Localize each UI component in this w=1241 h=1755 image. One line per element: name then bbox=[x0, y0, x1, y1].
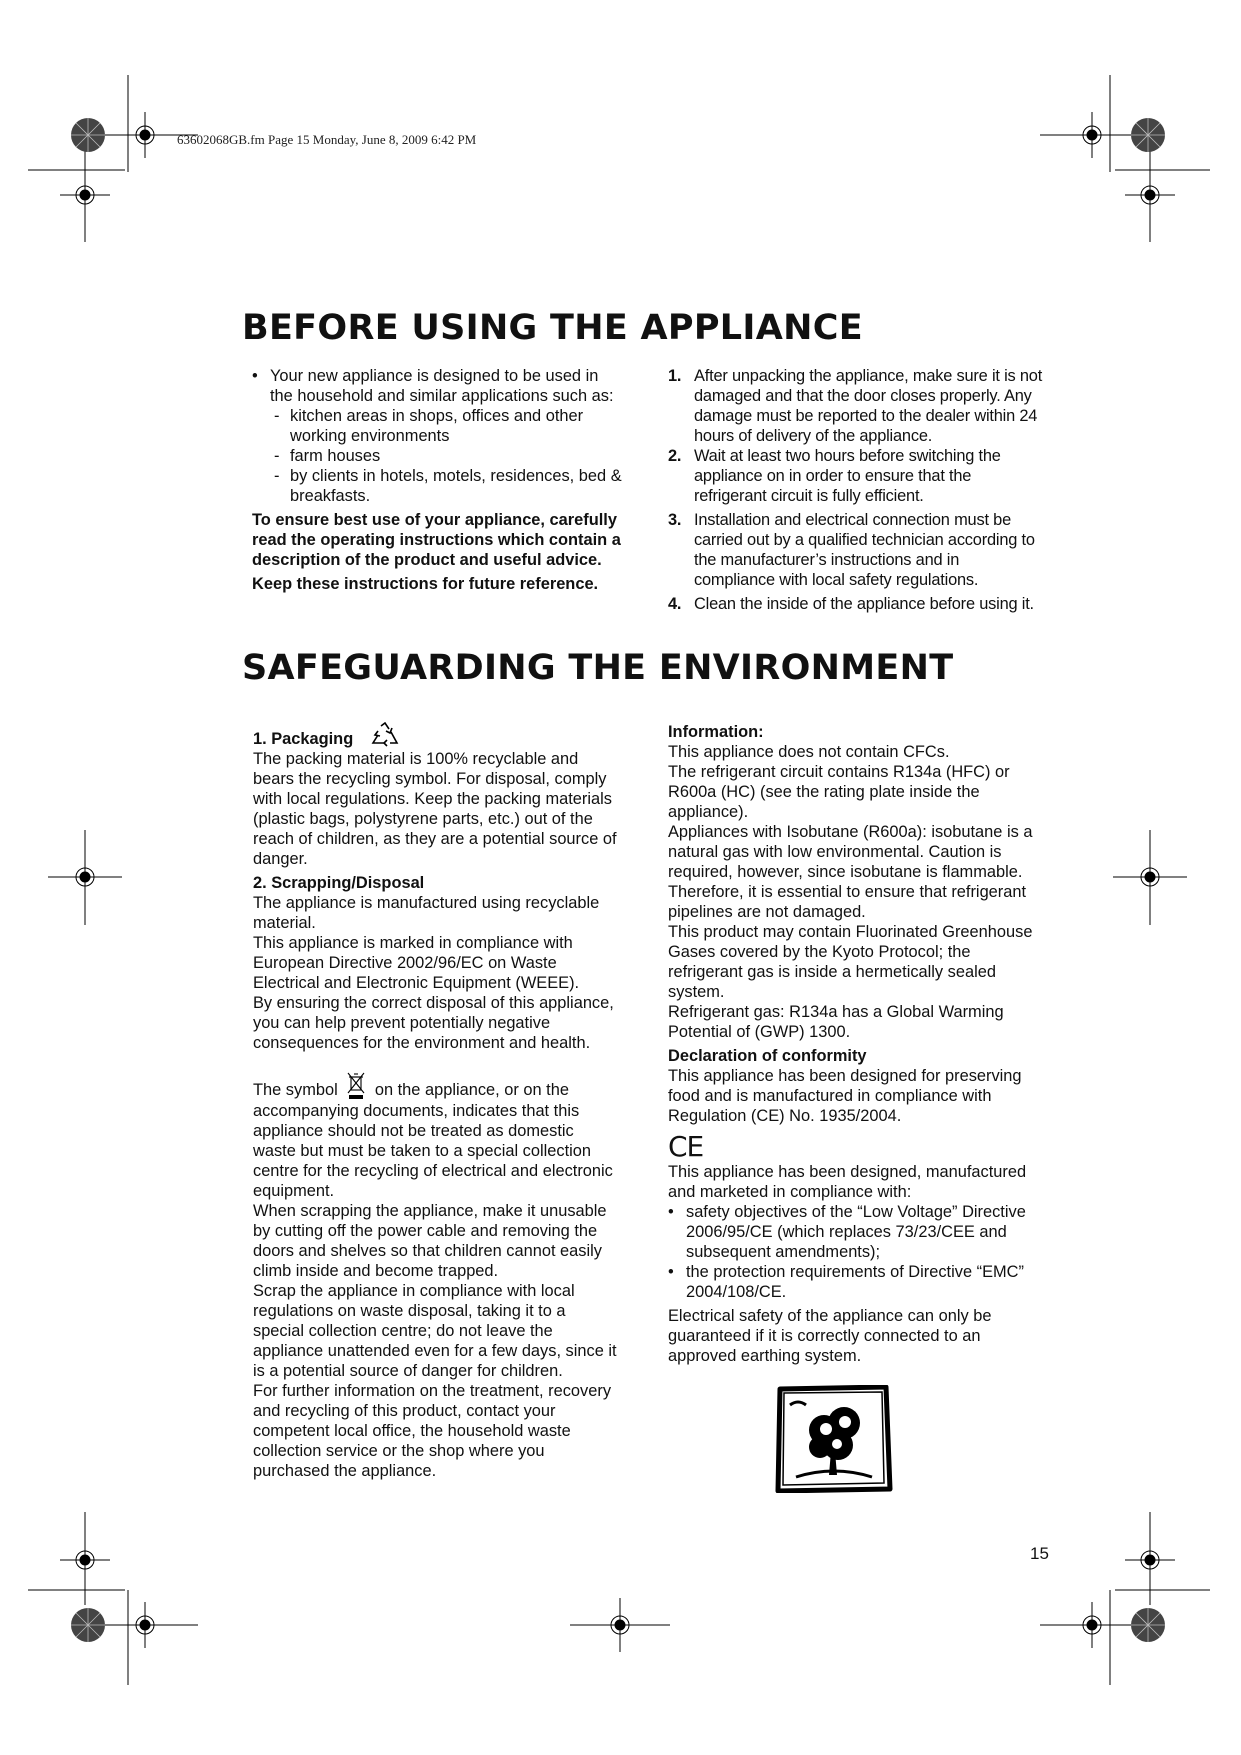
packaging-heading: 1. Packaging bbox=[253, 722, 619, 749]
before-using-steps bbox=[668, 366, 1044, 614]
information-text: This appliance does not contain CFCs. bbox=[668, 743, 950, 761]
crossed-bin-icon bbox=[346, 1071, 366, 1101]
read-instructions-notice: To ensure best use of your appliance, carefully read the operating instructions which contain a description of the product and useful advice. bbox=[252, 511, 621, 569]
tree-eco-logo bbox=[774, 1385, 894, 1493]
conformity-text: This appliance has been designed for preserving food and is manufactured in compliance with Regulation (CE) No. 1935/2004. bbox=[668, 1067, 1022, 1125]
information-text: This product may contain Fluorinated Greenhouse Gases covered by the Kyoto Protocol; the refrigerant gas is inside a hermetically sealed system. bbox=[668, 923, 1033, 1001]
sub-item: - kitchen areas in shops, offices and other working environments bbox=[252, 406, 622, 446]
information-text: Appliances with Isobutane (R600a): isobutane is a natural gas with low environmental. Caution is required, however, since isobutane is flammable. Therefore, it is essential to ensure that refrigerant pipelines are not damaged. bbox=[668, 823, 1033, 921]
conformity-bullet: • the protection requirements of Directive “EMC” 2004/108/CE. bbox=[668, 1262, 1038, 1302]
intro-bullet: • Your new appliance is designed to be used in the household and similar applications such as: bbox=[252, 366, 622, 406]
sub-item: - farm houses bbox=[252, 446, 622, 466]
step-item: 4. Clean the inside of the appliance before using it. bbox=[668, 595, 1034, 613]
scrapping-text: This appliance is marked in compliance with European Directive 2002/96/EC on Waste Electrical and Electronic Equipment (WEEE). bbox=[253, 934, 580, 992]
step-item: 3. Installation and electrical connection must be carried out by a qualified technician according to the manufacturer’s instructions and in compliance with local safety regulations. bbox=[668, 511, 1035, 589]
information-text: Refrigerant gas: R134a has a Global Warming Potential of (GWP) 1300. bbox=[668, 1003, 1004, 1041]
scrapping-text: Scrap the appliance in compliance with local regulations on waste disposal, taking it to a special collection centre; do not leave the appliance unattended even for a few days, since it is a potential source of danger for children. bbox=[253, 1282, 617, 1380]
scrapping-heading: 2. Scrapping/Disposal bbox=[253, 874, 425, 892]
ce-mark: CE bbox=[668, 1130, 704, 1163]
environment-right-column bbox=[668, 722, 1038, 1366]
page-number: 15 bbox=[1030, 1544, 1049, 1563]
before-using-left-column bbox=[252, 366, 622, 594]
information-text: The refrigerant circuit contains R134a (HFC) or R600a (HC) (see the rating plate inside the appliance). bbox=[668, 763, 1010, 821]
information-heading: Information: bbox=[668, 723, 764, 741]
scrapping-text: For further information on the treatment, recovery and recycling of this product, contact your competent local office, the household waste collection service or the shop where you purchased the appliance. bbox=[253, 1382, 612, 1480]
environment-left-column bbox=[253, 722, 619, 1481]
conformity-heading: Declaration of conformity bbox=[668, 1047, 867, 1065]
scrapping-text: When scrapping the appliance, make it unusable by cutting off the power cable and removing the doors and shelves so that children cannot easily climb inside and become trapped. bbox=[253, 1202, 607, 1280]
weee-symbol-text: The symbol on the appliance, or on the accompanying documents, indicates that this appliance should not be treated as domestic waste but must be taken to a special collection centre for the recycling of electrical and electronic equipment. bbox=[253, 1071, 619, 1201]
packaging-text: The packing material is 100% recyclable and bears the recycling symbol. For disposal, comply with local regulations. Keep the packing materials (plastic bags, polystyrene parts, etc.) out of the reach of children, as they are a potential source of danger. bbox=[253, 750, 617, 868]
recycling-icon bbox=[370, 722, 400, 748]
conformity-bullet: • safety objectives of the “Low Voltage” Directive 2006/95/CE (which replaces 73/23/CEE and subsequent amendments); bbox=[668, 1202, 1038, 1262]
conformity-text: This appliance has been designed, manufactured and marketed in compliance with: bbox=[668, 1163, 1027, 1201]
keep-instructions-notice: Keep these instructions for future reference. bbox=[252, 575, 599, 593]
section-title-before-using: BEFORE USING THE APPLIANCE bbox=[242, 308, 863, 348]
scrapping-text: By ensuring the correct disposal of this appliance, you can help prevent potentially negative consequences for the environment and health. bbox=[253, 994, 614, 1052]
step-item: 2. Wait at least two hours before switching the appliance on in order to ensure that the refrigerant circuit is fully efficient. bbox=[668, 447, 1001, 505]
scrapping-text: The appliance is manufactured using recyclable material. bbox=[253, 894, 600, 932]
sub-item: - by clients in hotels, motels, residences, bed & breakfasts. bbox=[252, 466, 622, 506]
step-item: 1. After unpacking the appliance, make sure it is not damaged and that the door closes properly. Any damage must be reported to the dealer within 24 hours of delivery of the appliance. bbox=[668, 367, 1043, 445]
file-info-header: 63602068GB.fm Page 15 Monday, June 8, 2009 6:42 PM bbox=[177, 132, 477, 147]
section-title-environment: SAFEGUARDING THE ENVIRONMENT bbox=[242, 648, 954, 688]
conformity-text: Electrical safety of the appliance can only be guaranteed if it is correctly connected to an approved earthing system. bbox=[668, 1307, 992, 1365]
